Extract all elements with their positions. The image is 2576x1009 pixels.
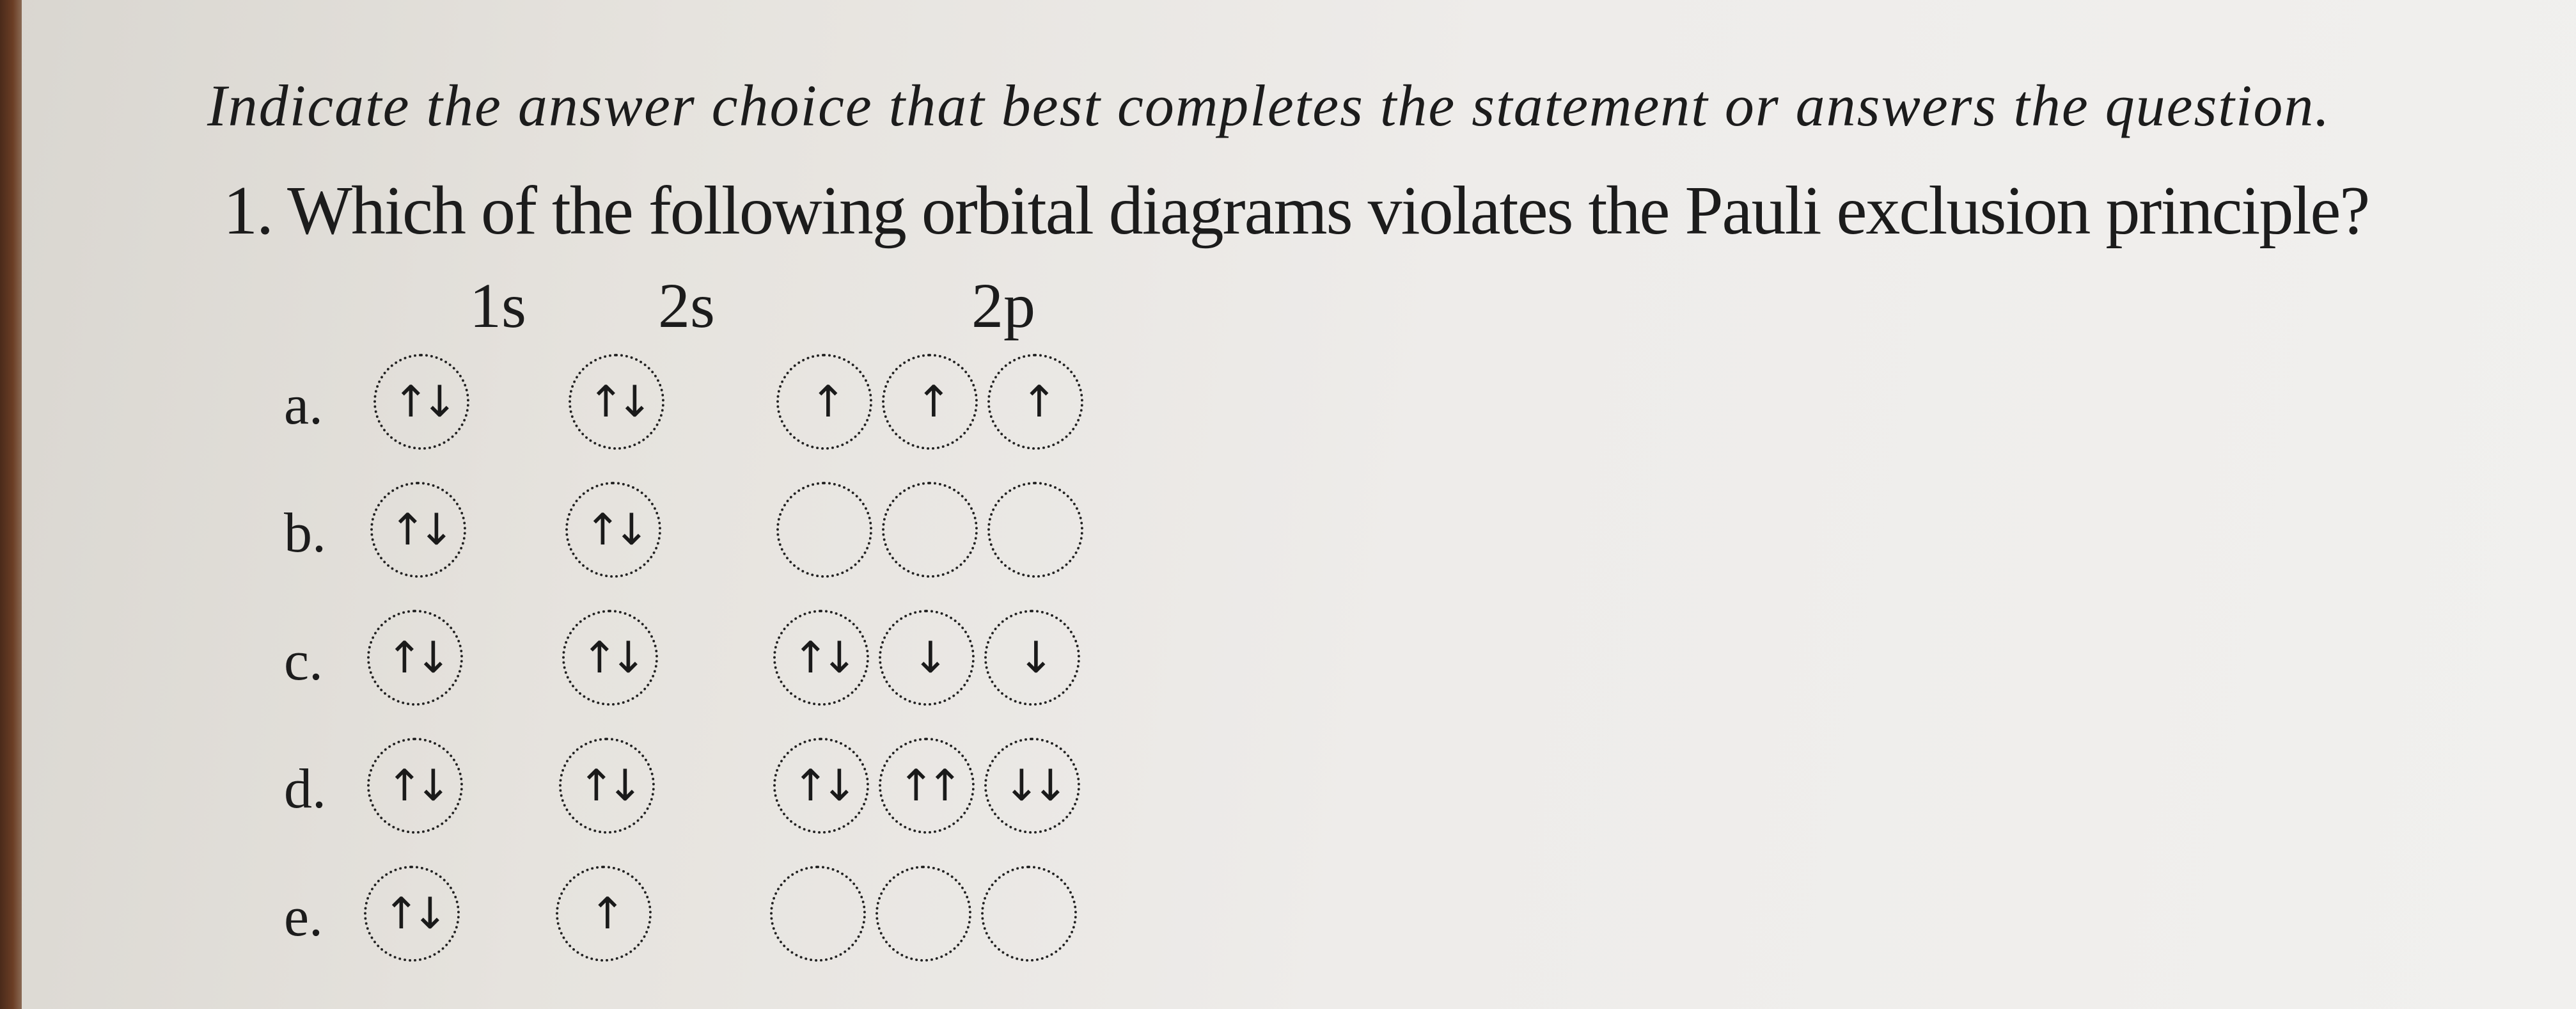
- orbital-1s: [367, 610, 463, 706]
- electron-arrows: ↑↓: [389, 504, 447, 555]
- electron-arrows: ↑↓: [588, 376, 645, 427]
- choice-row-a[interactable]: [22, 349, 1173, 457]
- orbital-1s: [364, 866, 460, 962]
- orbital-2p-1: [773, 610, 869, 706]
- electron-arrows: ↑↓: [393, 376, 450, 427]
- electron-arrows: ↑↓: [792, 760, 850, 811]
- orbital-2p-3: [984, 610, 1080, 706]
- choice-row-c[interactable]: [22, 605, 1173, 713]
- electron-arrows: ↑: [915, 376, 945, 427]
- header-2s: 2s: [658, 270, 715, 341]
- orbital-2p-3: [981, 866, 1077, 962]
- header-1s: 1s: [469, 270, 526, 341]
- worksheet-page: [22, 0, 2576, 1009]
- orbital-2p-2: [876, 866, 971, 962]
- orbital-2p-3: [987, 482, 1083, 578]
- orbital-2p-1: [776, 482, 872, 578]
- orbital-2p-3: [984, 738, 1080, 834]
- electron-arrows: ↑: [589, 888, 618, 939]
- choice-letter: b.: [284, 502, 326, 564]
- electron-arrows: ↑↓: [585, 504, 642, 555]
- choice-letter: d.: [284, 758, 326, 820]
- orbital-2s: [559, 738, 655, 834]
- electron-arrows: ↑↓: [581, 632, 639, 683]
- electron-arrows: ↓: [912, 632, 941, 683]
- electron-arrows: ↑↑: [898, 760, 955, 811]
- orbital-2p-1: [776, 354, 872, 450]
- question-number: 1.: [223, 173, 272, 249]
- electron-arrows: ↑↓: [792, 632, 850, 683]
- choice-letter: c.: [284, 630, 324, 692]
- orbital-2s: [569, 354, 664, 450]
- choice-row-d[interactable]: [22, 733, 1173, 841]
- choice-row-b[interactable]: [22, 477, 1173, 585]
- orbital-1s: [370, 482, 466, 578]
- orbital-2s: [556, 866, 652, 962]
- header-2p: 2p: [971, 270, 1035, 341]
- choice-letter: a.: [284, 374, 324, 436]
- electron-arrows: ↓↓: [1003, 760, 1061, 811]
- orbital-2p-2: [879, 738, 975, 834]
- electron-arrows: ↑↓: [383, 888, 441, 939]
- orbital-1s: [373, 354, 469, 450]
- electron-arrows: ↑↓: [386, 760, 444, 811]
- choice-letter: e.: [284, 886, 324, 948]
- question-1: [223, 171, 2369, 251]
- electron-arrows: ↑↓: [578, 760, 636, 811]
- orbital-2p-1: [773, 738, 869, 834]
- desk-edge: [0, 0, 22, 1009]
- orbital-2p-3: [987, 354, 1083, 450]
- orbital-2s: [565, 482, 661, 578]
- electron-arrows: ↑: [810, 376, 839, 427]
- electron-arrows: ↓: [1017, 632, 1047, 683]
- orbital-2s: [562, 610, 658, 706]
- orbital-1s: [367, 738, 463, 834]
- electron-arrows: ↑↓: [386, 632, 444, 683]
- instructions-text: Indicate the answer choice that best completes the statement or answers the question.: [207, 73, 2331, 138]
- orbital-2p-1: [770, 866, 866, 962]
- question-text: Which of the following orbital diagrams violates the Pauli exclusion principle?: [287, 173, 2369, 249]
- orbital-2p-2: [879, 610, 975, 706]
- orbital-2p-2: [882, 482, 978, 578]
- choice-row-e[interactable]: [22, 861, 1173, 969]
- orbital-2p-2: [882, 354, 978, 450]
- electron-arrows: ↑: [1021, 376, 1050, 427]
